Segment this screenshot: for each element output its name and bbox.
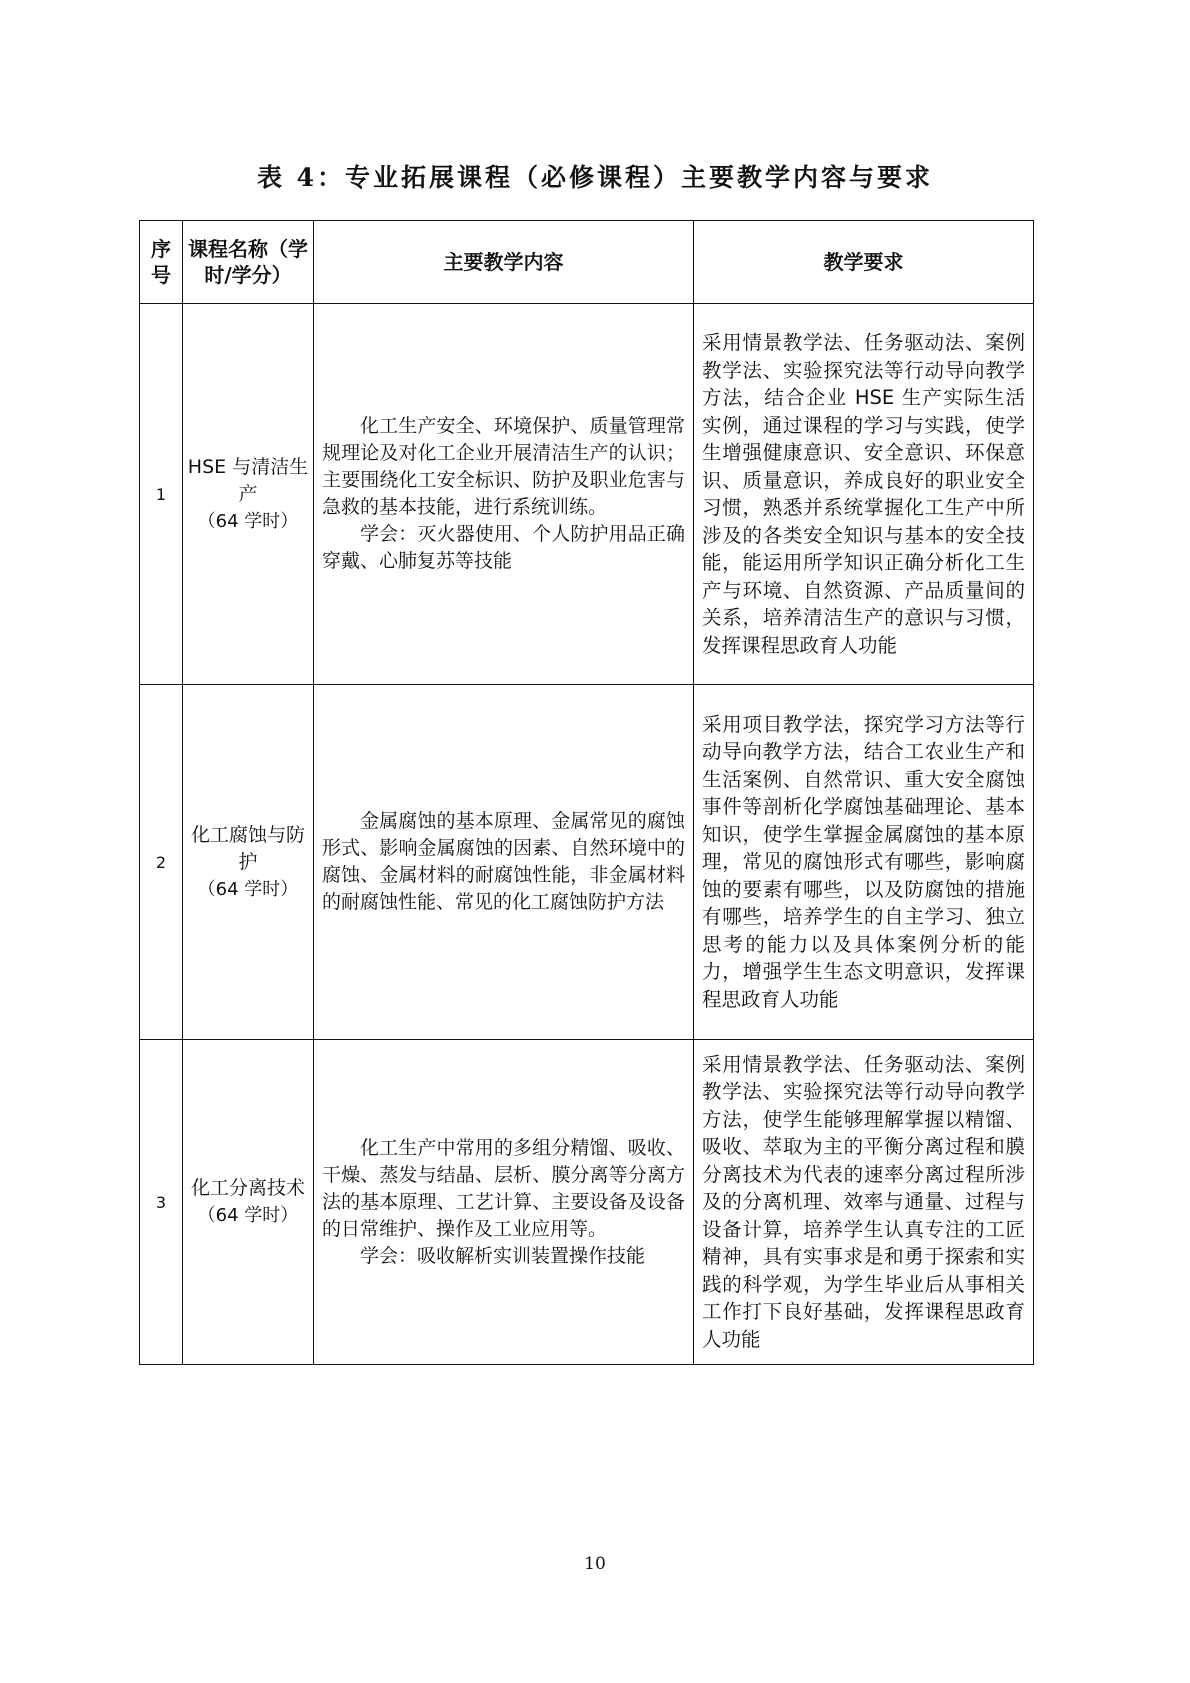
page-number: 10 [584, 1554, 606, 1574]
table-row [140, 685, 1034, 1040]
row-num: 2 [140, 685, 183, 1040]
content-text: 金属腐蚀的基本原理、金属常见的腐蚀形式、影响金属腐蚀的因素、自然环境中的腐蚀、金属材料的耐腐蚀性能，非金属材料的耐腐蚀性能、常见的化工腐蚀防护方法 [322, 810, 685, 913]
course-table [139, 220, 1034, 1365]
course-hours: （64 学时） [197, 878, 299, 900]
course-name: HSE 与清洁生产 [187, 455, 309, 505]
course-hours: （64 学时） [197, 1205, 299, 1226]
course-hours: （64 学时） [197, 510, 299, 532]
header-course-name: 课程名称（学时/学分） [183, 221, 314, 304]
row-content [314, 304, 694, 685]
row-requirements: 采用情景教学法、任务驱动法、案例教学法、实验探究法等行动导向教学方法，使学生能够理解掌握以精馏、吸收、萃取为主的平衡分离过程和膜分离技术为代表的速率分离过程所涉及的分离机理、效率与通量、过程与设备计算，培养学生认真专注的工匠精神，具有实事求是和勇于探索和实践的科学观，为学生毕业后从事相关工作打下良好基础，发挥课程思政育人功能 [694, 1040, 1034, 1365]
header-requirements: 教学要求 [694, 221, 1034, 304]
row-course-name [183, 1040, 314, 1365]
row-num: 1 [140, 304, 183, 685]
row-requirements: 采用项目教学法，探究学习方法等行动导向教学方法，结合工农业生产和生活案例、自然常识、重大安全腐蚀事件等剖析化学腐蚀基础理论、基本知识，使学生掌握金属腐蚀的基本原理，常见的腐蚀形式有哪些，影响腐蚀的要素有哪些，以及防腐蚀的措施有哪些，培养学生的自主学习、独立思考的能力以及具体案例分析的能力，增强学生生态文明意识，发挥课程思政育人功能 [694, 685, 1034, 1040]
content-text: 化工生产中常用的多组分精馏、吸收、干燥、蒸发与结晶、层析、膜分离等分离方法的基本原理、工艺计算、主要设备及设备的日常维护、操作及工业应用等。 [322, 1136, 685, 1240]
row-course-name [183, 304, 314, 685]
content-learn: 学会：吸收解析实训装置操作技能 [360, 1244, 646, 1267]
course-name: 化工腐蚀与防护 [190, 823, 305, 873]
row-content [314, 685, 694, 1040]
header-num: 序号 [140, 221, 183, 304]
row-num: 3 [140, 1040, 183, 1365]
row-course-name [183, 685, 314, 1040]
course-name: 化工分离技术 [190, 1177, 305, 1199]
row-content [314, 1040, 694, 1365]
table-header-row [140, 221, 1034, 304]
row-requirements: 采用情景教学法、任务驱动法、案例教学法、实验探究法等行动导向教学方法，结合企业 HSE 生产实际生活实例，通过课程的学习与实践，使学生增强健康意识、安全意识、环保意识、质量意识，养成良好的职业安全习惯，熟悉并系统掌握化工生产中所涉及的各类安全知识与基本的安全技能，能运用所学知识正确分析化工生产与环境、自然资源、产品质量间的关系，培养清洁生产的意识与习惯，发挥课程思政育人功能 [694, 304, 1034, 685]
header-content: 主要教学内容 [314, 221, 694, 304]
table-row [140, 304, 1034, 685]
content-learn: 学会：灭火器使用、个人防护用品正确穿戴、心肺复苏等技能 [322, 523, 685, 572]
table-row [140, 1040, 1034, 1365]
page-title: 表 4：专业拓展课程（必修课程）主要教学内容与要求 [256, 163, 934, 192]
content-text: 化工生产安全、环境保护、质量管理常规理论及对化工企业开展清洁生产的认识；主要围绕化工安全标识、防护及职业危害与急救的基本技能，进行系统训练。 [322, 415, 685, 518]
